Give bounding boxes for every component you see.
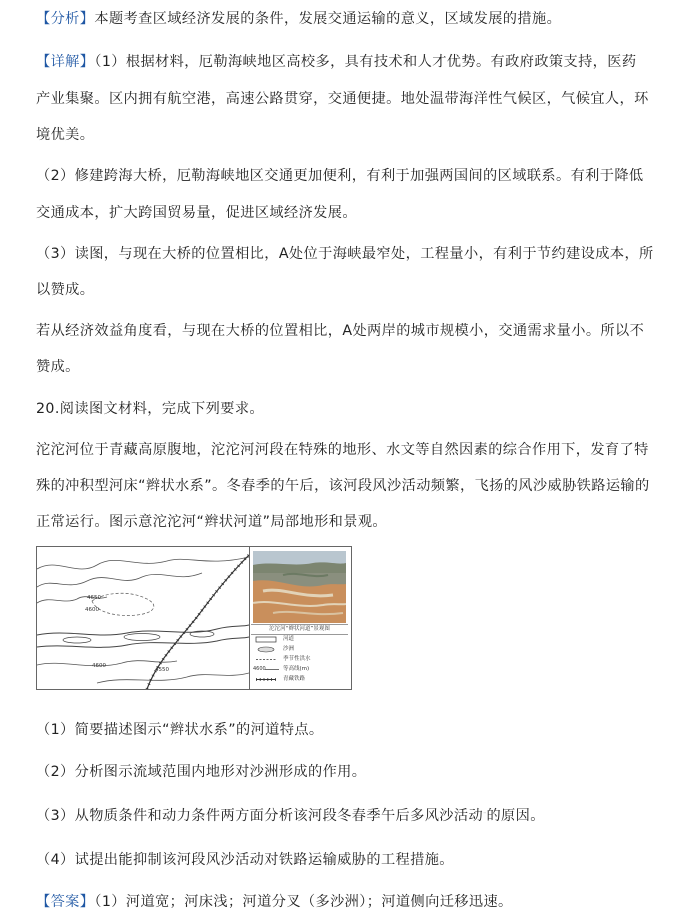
detail-p1-line3: 境优美。 bbox=[36, 127, 95, 143]
contour-label: 4600 bbox=[85, 607, 99, 613]
detail-p2-line1: （2）修建跨海大桥，厄勒海峡地区交通更加便利，有利于加强两国间的区域联系。有利于降低 bbox=[36, 168, 644, 184]
landscape-photo bbox=[253, 551, 346, 623]
sub-question-3: （3）从物质条件和动力条件两方面分析该河段冬春季午后多风沙活动¨的原因。 bbox=[36, 808, 545, 824]
contour-line-dashed bbox=[92, 593, 154, 615]
question-material-line3: 正常运行。图示意沱沱河“辫状河道”局部地形和景观。 bbox=[36, 514, 388, 530]
detail-p1-line1 bbox=[36, 52, 636, 72]
contour-legend-value: 4600 bbox=[253, 666, 266, 672]
analysis-tag: 【分析】 bbox=[36, 11, 95, 27]
contour-line bbox=[37, 661, 177, 666]
figure bbox=[36, 546, 352, 690]
sandbar bbox=[124, 634, 160, 641]
sub-question-2: （2）分析图示流域范围内地形对沙洲形成的作用。 bbox=[36, 764, 367, 780]
legend-label: 青藏铁路 bbox=[283, 676, 306, 682]
sub-question-4: （4）试提出能抑制该河段风沙活动对铁路运输威胁的工程措施。 bbox=[36, 852, 454, 868]
contour-symbol-icon bbox=[265, 666, 279, 673]
legend-item-river bbox=[253, 635, 348, 644]
legend-label: 河道 bbox=[283, 636, 295, 642]
sandbar bbox=[63, 637, 91, 643]
sub-question-3-tail: 的原因。 bbox=[486, 808, 545, 824]
legend-label: 等高线(m) bbox=[283, 666, 310, 672]
answer-line bbox=[36, 892, 513, 912]
contour-line bbox=[37, 573, 202, 587]
detail-p3-line1: （3）读图，与现在大桥的位置相比，A处位于海峡最窄处，工程量小，有利于节约建设成本，所 bbox=[36, 246, 654, 262]
detail-p3-line2: 以赞成。 bbox=[36, 282, 95, 298]
question-title: 20.阅读图文材料，完成下列要求。 bbox=[36, 401, 264, 417]
photo-caption: 沱沱河“辫状河道”景观图 bbox=[251, 624, 348, 635]
sandbar-symbol-icon bbox=[255, 646, 277, 653]
legend-item-contour bbox=[253, 665, 348, 674]
question-material-line1: 沱沱河位于青藏高原腹地，沱沱河河段在特殊的地形、水文等自然因素的综合作用下，发育了特 bbox=[36, 442, 649, 458]
river-symbol-icon bbox=[255, 636, 277, 643]
answer-text: （1）河道宽；河床浅；河道分叉（多沙洲）；河道侧向迁移迅速。 bbox=[94, 894, 513, 910]
legend-label: 季节性洪水 bbox=[283, 656, 311, 662]
legend-item-flood bbox=[253, 655, 348, 664]
railway-symbol-icon bbox=[255, 676, 277, 683]
sub-question-3-text: （3）从物质条件和动力条件两方面分析该河段冬春季午后多风沙活动 bbox=[36, 808, 484, 824]
detail-tag: 【详解】 bbox=[36, 54, 95, 70]
contour-label: 4550 bbox=[155, 667, 169, 673]
detail-p1-line2: 产业集聚。区内拥有航空港，高速公路贯穿，交通便捷。地处温带海洋性气候区，气候宜人，环 bbox=[36, 91, 649, 107]
contour-label: 4600 bbox=[92, 663, 106, 669]
contour-line bbox=[97, 673, 249, 683]
detail-p4-line2: 赞成。 bbox=[36, 359, 80, 375]
topographic-map bbox=[37, 547, 250, 689]
contour-label: 4650 bbox=[87, 595, 101, 601]
answer-tag: 【答案】 bbox=[36, 894, 95, 910]
map-legend bbox=[253, 635, 348, 687]
contour-line bbox=[37, 557, 249, 569]
flood-symbol-icon bbox=[255, 656, 277, 663]
question-material-line2: 殊的冲积型河床“辫状水系”。冬春季的午后，该河段风沙活动频繁，飞扬的风沙威胁铁路运输的 bbox=[36, 478, 650, 494]
legend-item-railway bbox=[253, 675, 348, 684]
detail-p2-line2: 交通成本，扩大跨国贸易量，促进区域经济发展。 bbox=[36, 205, 357, 221]
analysis-text: 本题考查区域经济发展的条件，发展交通运输的意义，区域发展的措施。 bbox=[94, 11, 562, 27]
sub-question-1: （1）简要描述图示“辫状水系”的河道特点。 bbox=[36, 722, 324, 738]
detail-p4-line1: 若从经济效益角度看，与现在大桥的位置相比，A处两岸的城市规模小，交通需求量小。所以不 bbox=[36, 323, 645, 339]
analysis-line bbox=[36, 9, 561, 29]
detail-p1-text1: （1）根据材料，厄勒海峡地区高校多，具有技术和人才优势。有政府政策支持，医药 bbox=[94, 54, 637, 70]
legend-item-sandbar bbox=[253, 645, 348, 654]
legend-label: 沙洲 bbox=[283, 646, 295, 652]
